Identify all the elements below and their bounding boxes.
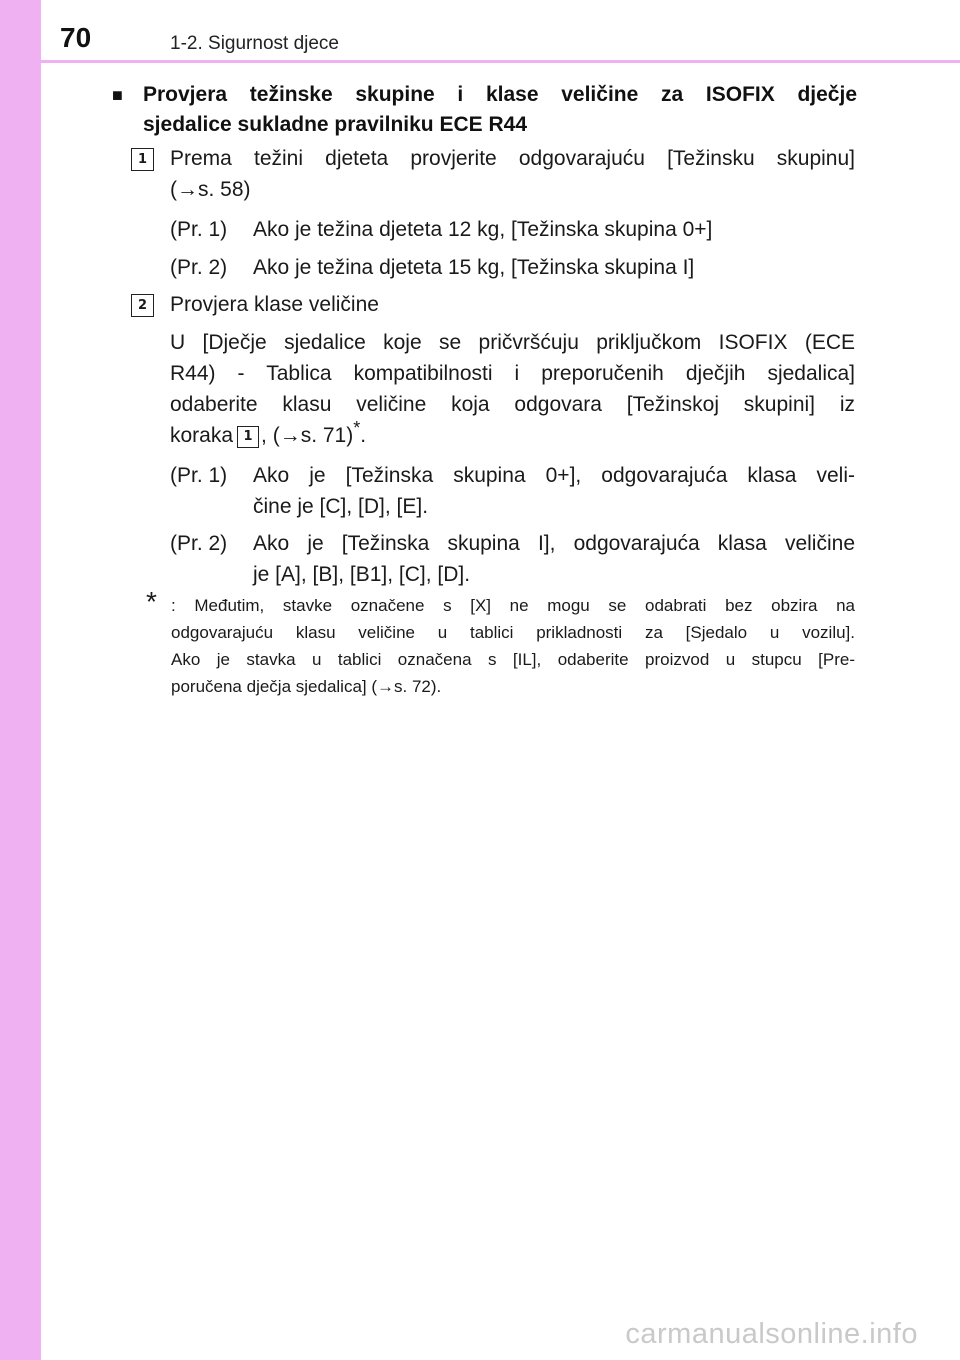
example-text: Ako je težina djeteta 12 kg, [Težinska skupina 0+] (253, 218, 713, 241)
step-2-para-line-2: R44) - Tablica kompatibilnosti i preporučenih dječjih sjedalica] (170, 362, 855, 385)
section-heading (112, 80, 857, 140)
footnote-line-2: odgovarajuću klasu veličine u tablici prikladnosti za [Sjedalo u vozilu]. (171, 623, 855, 642)
step-1-example-2 (170, 252, 855, 283)
example-text (253, 528, 855, 590)
example-line-1: Ako je [Težinska skupina 0+], odgovarajuća klasa veli- (253, 464, 855, 487)
step-2-example-1 (170, 460, 855, 522)
heading-line-2: sjedalice sukladne pravilniku ECE R44 (143, 113, 527, 136)
step-1-line-1: Prema težini djeteta provjerite odgovarajuću [Težinsku skupinu] (170, 147, 855, 170)
example-label: (Pr. 2) (170, 532, 228, 555)
period: . (360, 424, 367, 447)
square-bullet-icon: ■ (112, 85, 123, 105)
step-1-text (170, 143, 855, 205)
step-2-title: Provjera klase veličine (170, 293, 379, 316)
step-1-example-1 (170, 214, 855, 245)
footnote (146, 586, 855, 700)
example-label: (Pr. 2) (170, 256, 228, 279)
step-2-para-line-4 (170, 420, 855, 451)
example-line-1: Ako je [Težinska skupina I], odgovarajuća klasa veličine (253, 532, 855, 555)
step-1-badge: 1 (131, 148, 154, 171)
page-number: 70 (60, 22, 92, 53)
footnote-line-4: poručena dječja sjedalica] (→s. 72). (171, 677, 442, 696)
step-2-badge: 2 (131, 294, 154, 317)
page-side-tab (0, 0, 41, 1360)
example-label: (Pr. 1) (170, 464, 228, 487)
footnote-asterisk-icon: * (146, 586, 157, 617)
footnote-line-1: : Međutim, stavke označene s [X] ne mogu se odabrati bez obzira na (171, 596, 855, 615)
heading-line-1: Provjera težinske skupine i klase veličine za ISOFIX dječje (143, 83, 857, 106)
example-line-2: čine je [C], [D], [E]. (253, 495, 429, 518)
step-2-para-line-1: U [Dječje sjedalice koje se pričvršćuju priključkom ISOFIX (ECE (170, 331, 855, 354)
section-title: 1-2. Sigurnost djece (170, 33, 339, 54)
footnote-text (171, 592, 855, 700)
example-text (253, 460, 855, 522)
footnote-line-3: Ako je stavka u tablici označena s [IL], odaberite proizvod u stupcu [Pre- (171, 650, 855, 669)
example-label: (Pr. 1) (170, 218, 228, 241)
example-line-2: je [A], [B], [B1], [C], [D]. (253, 563, 471, 586)
step-2-paragraph (170, 327, 855, 451)
footnote-star-icon: * (353, 418, 361, 438)
step-2-example-2 (170, 528, 855, 590)
step-1-reference-badge: 1 (237, 426, 259, 448)
koraka-text: koraka (170, 424, 234, 447)
step-2-para-line-3: odaberite klasu veličine koja odgovara [Težinskoj skupini] iz (170, 393, 855, 416)
example-text: Ako je težina djeteta 15 kg, [Težinska skupina I] (253, 256, 695, 279)
page-reference: , (→s. 71) (261, 424, 354, 447)
watermark: carmanualsonline.info (625, 1318, 918, 1350)
header-rule (41, 60, 960, 63)
step-1-line-2: (→s. 58) (170, 178, 251, 201)
